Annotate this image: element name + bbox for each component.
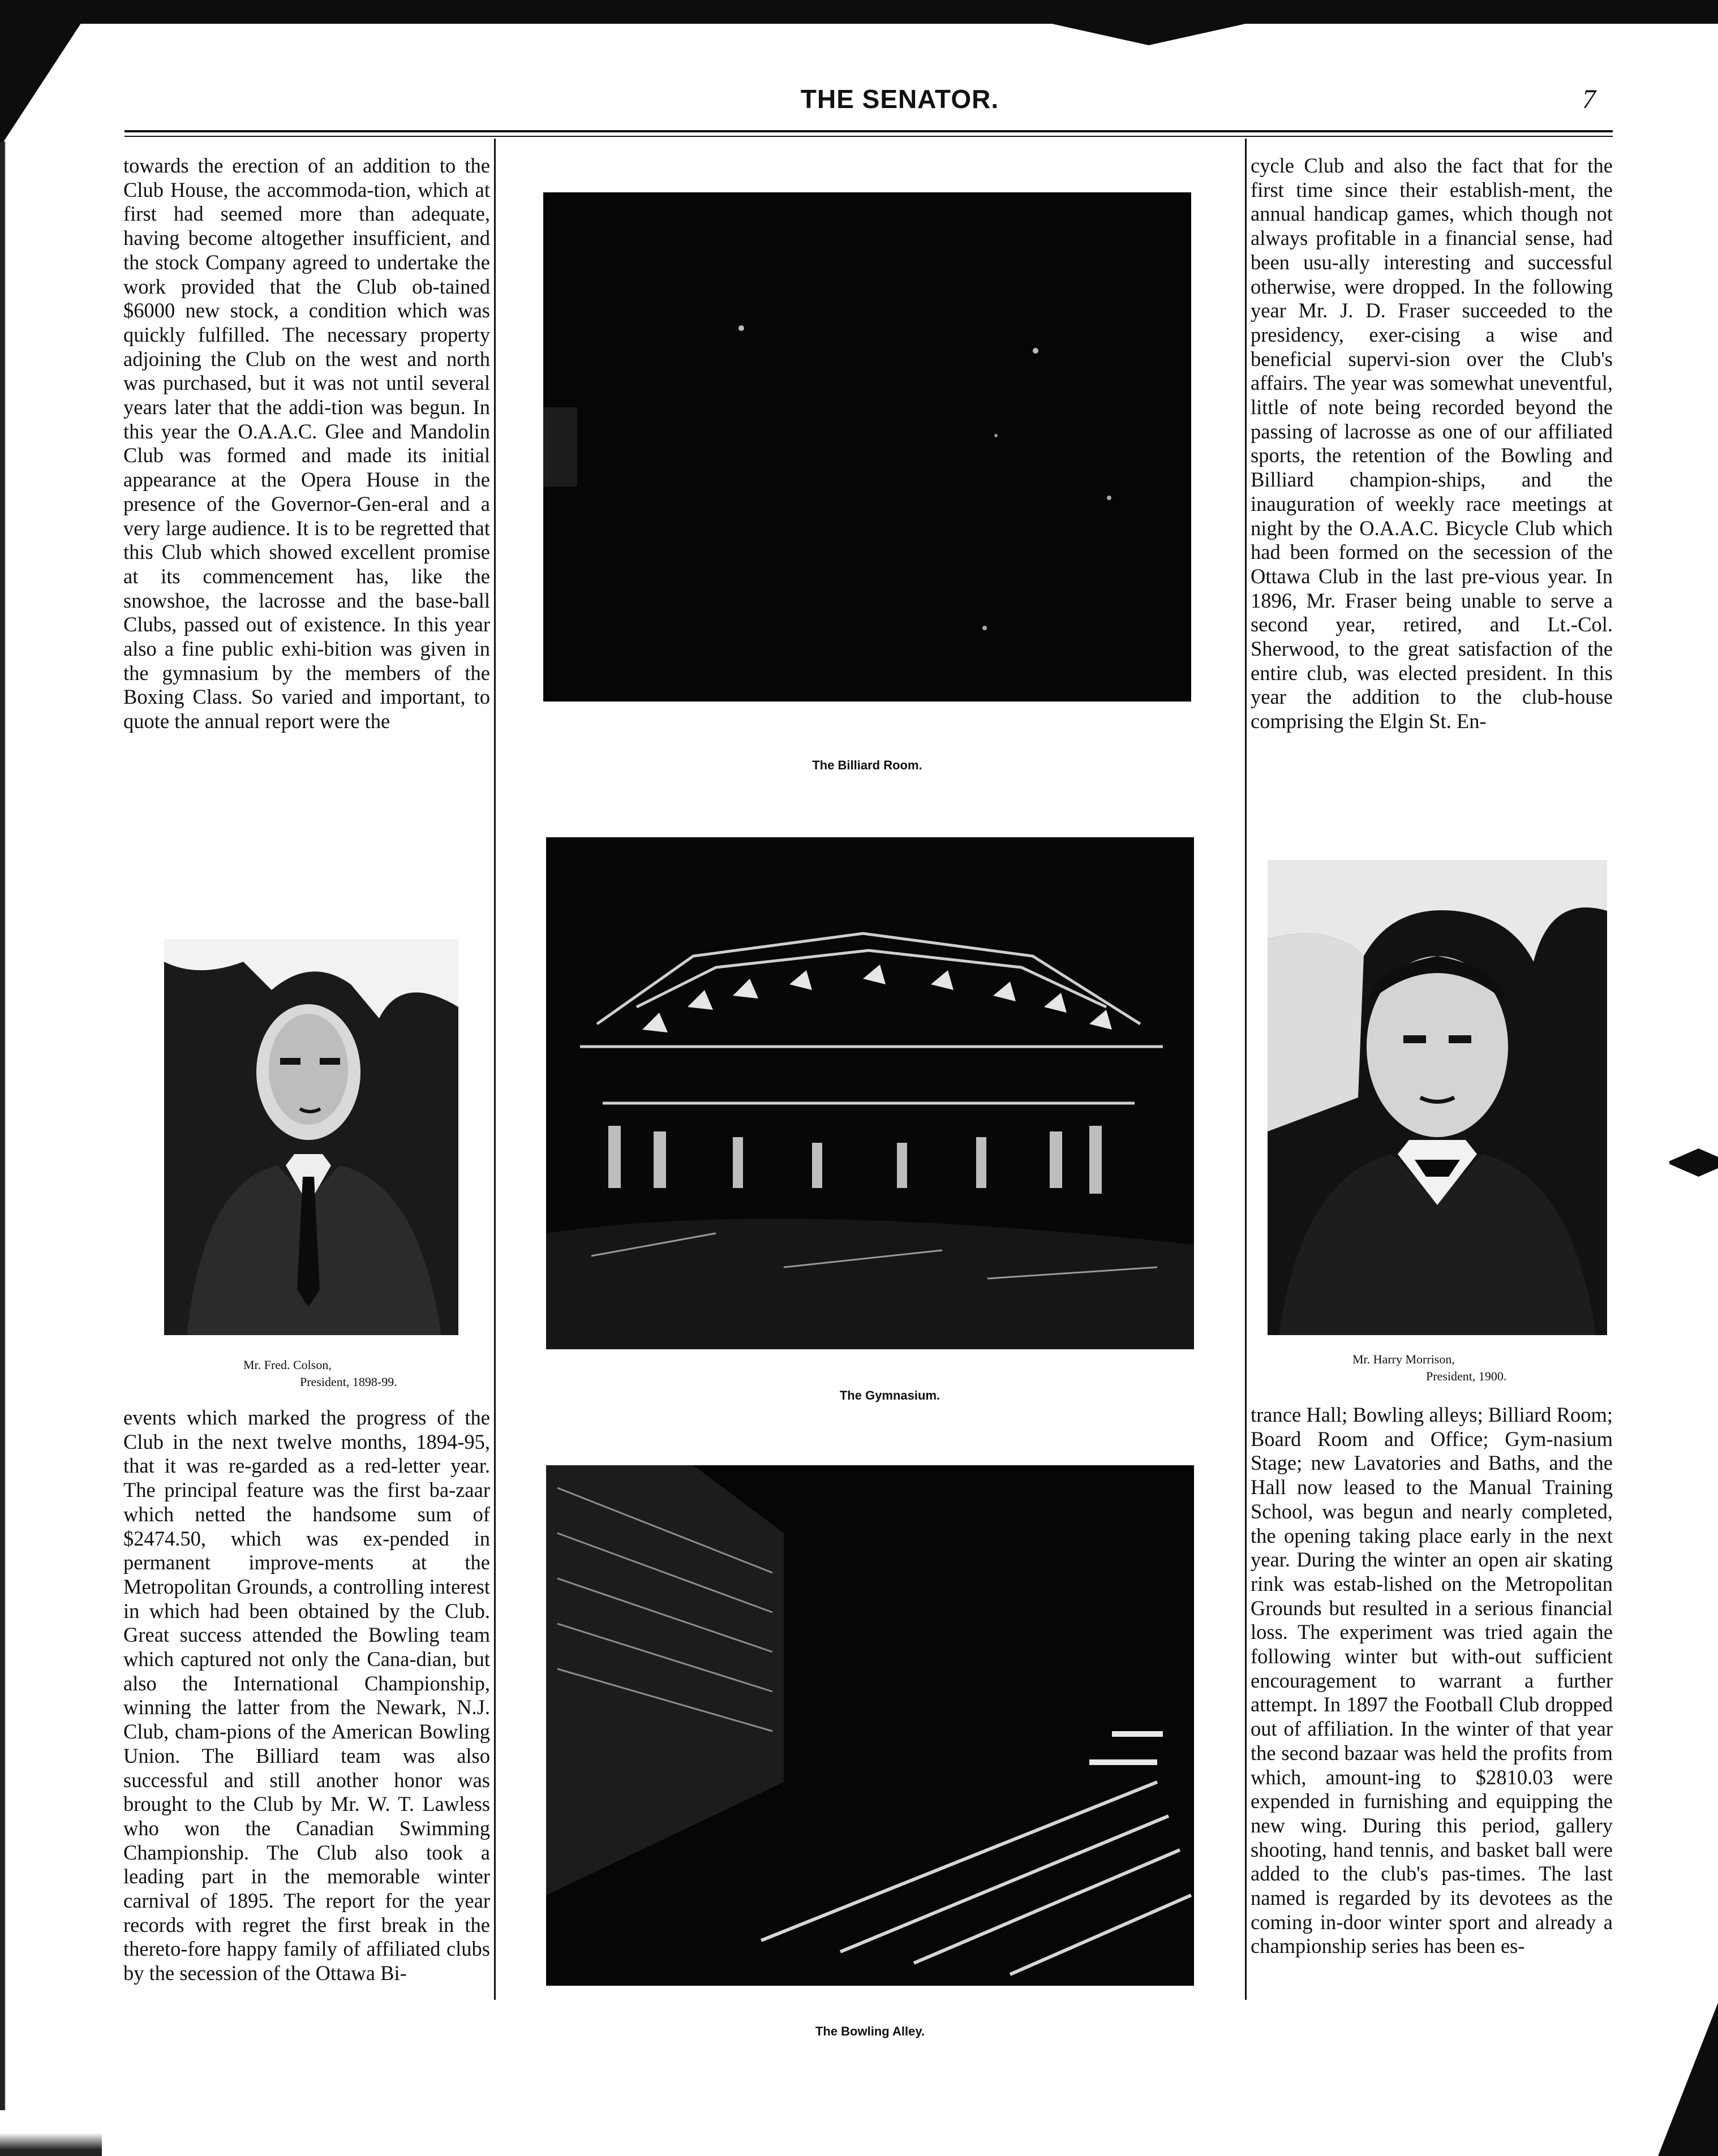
caption-colson [204,1357,453,1391]
portrait-harry-morrison [1268,860,1607,1335]
header-rule [124,130,1613,132]
caption-morrison-name: Mr. Harry Morrison, [1352,1352,1455,1366]
caption-morrison [1330,1351,1601,1385]
column-divider-right [1245,139,1247,2000]
caption-colson-name: Mr. Fred. Colson, [243,1358,332,1372]
gymnasium-image [546,837,1194,1349]
photo-billiard-room [543,192,1191,702]
publication-title: THE SENATOR. [800,84,999,114]
article-column-right-top [1251,154,1613,838]
caption-colson-title: President, 1898-99. [300,1375,397,1389]
scan-border-top [0,0,1718,24]
page-header [124,84,1607,123]
scan-notch-top [1047,23,1251,45]
portrait-fred-colson [164,939,458,1335]
photo-gymnasium [546,837,1194,1349]
article-text: events which marked the progress of the Club in the next twelve months, 1894-95, that it was re-garded as a red-letter year. The principal feature was the first ba-zaar which netted the handsome sum of $2474.50, which was ex-pended in permanent improve-ments at the Metropolitan Grounds, a controlling interest in which had been obtained by the Club. Great success attended the Bowling team which captured not only the Cana-dian, but also the International Championship, winning the latter from the Newark, N.J. Club, cham-pions of the American Bowling Union. The Billiard team was also successful and still another honor was brought to the Club by Mr. W. T. Lawless who won the Canadian Swimming Championship. The Club also took a leading part in the memorable winter carnival of 1895. The report for the year records with regret the first break in the thereto-fore happy family of affiliated clubs by the secession of the Ottawa Bi- [123,1406,490,1985]
scan-corner-bottom-left [0,2133,102,2156]
page-number: 7 [1582,84,1596,114]
caption-gymnasium: The Gymnasium. [839,1388,940,1402]
article-column-left-top [123,154,490,836]
photo-bowling-alley [546,1465,1194,1986]
caption-morrison-title: President, 1900. [1426,1369,1507,1383]
scan-corner-bottom-right [1658,2003,1718,2156]
portrait-image [164,939,458,1335]
caption-bowling-alley: The Bowling Alley. [815,2024,925,2038]
bowling-alley-image [546,1465,1194,1986]
article-column-right-bottom [1251,1403,1613,2093]
caption-billiard-room: The Billiard Room. [812,758,922,772]
portrait-image [1268,860,1607,1335]
column-divider-left [494,139,496,2000]
header-rule-thin [124,136,1613,137]
article-text: towards the erection of an addition to the Club House, the accommoda-tion, which at first had seemed more than adequate, having become altogether insufficient, and the stock Company agreed to undertake the work provided that the Club ob-tained $6000 new stock, a condition which was quickly fulfilled. The necessary property adjoining the Club on the west and north was purchased, but it was not until several years later that the addi-tion was begun. In this year the O.A.A.C. Glee and Mandolin Club was formed and made its initial appearance at the Opera House in the presence of the Governor-Gen-eral and a very large audience. It is to be regretted that this Club which showed excellent promise at its commencement has, like the snowshoe, the lacrosse and the base-ball Clubs, passed out of existence. In this year also a fine public exhi-bition was given in the gymnasium by the members of the Boxing Class. So varied and important, to quote the annual report were the [123,154,490,733]
article-text: cycle Club and also the fact that for the first time since their establish-ment, the annual handicap games, which though not always profitable in a financial sense, had been usu-ally interesting and successful otherwise, were dropped. In the following year Mr. J. D. Fraser succeeded to the presidency, exer-cising a wise and beneficial supervi-sion over the Club's affairs. The year was somewhat uneventful, little of note being recorded beyond the passing of lacrosse as one of our affiliated sports, the retention of the Bowling and Billiard champion-ships, and the inauguration of weekly race meetings at night by the O.A.A.C. Bicycle Club which had been formed on the secession of the Ottawa Club in the last pre-vious year. In 1896, Mr. Fraser being unable to serve a second year, retired, and Lt.-Col. Sherwood, to the great satisfaction of the entire club, was elected president. In this year the addition to the club-house comprising the Elgin St. En- [1251,154,1613,733]
scan-mark-right [1669,1148,1718,1177]
scan-edge-left [0,141,17,2110]
billiard-room-image [543,192,1191,702]
article-column-left-bottom [123,1406,490,2093]
scan-corner-top-left [0,0,96,147]
article-text: trance Hall; Bowling alleys; Billiard Room; Board Room and Office; Gym-nasium Stage; new Lavatories and Baths, and the Hall now leased to the Manual Training School, was begun and nearly completed, the opening taking place early in the next year. During the winter an open air skating rink was estab-lished on the Metropolitan Grounds but resulted in a serious financial loss. The experiment was tried again the following winter but with-out sufficient encouragement to warrant a further attempt. In 1897 the Football Club dropped out of affiliation. In the winter of that year the second bazaar was held the profits from which, amount-ing to $2810.03 were expended in furnishing and equipping the new wing. During this period, gallery shooting, hand tennis, and basket ball were added to the club's pas-times. The last named is regarded by its devotees as the coming in-door winter sport and already a championship series has been es- [1251,1403,1613,1958]
